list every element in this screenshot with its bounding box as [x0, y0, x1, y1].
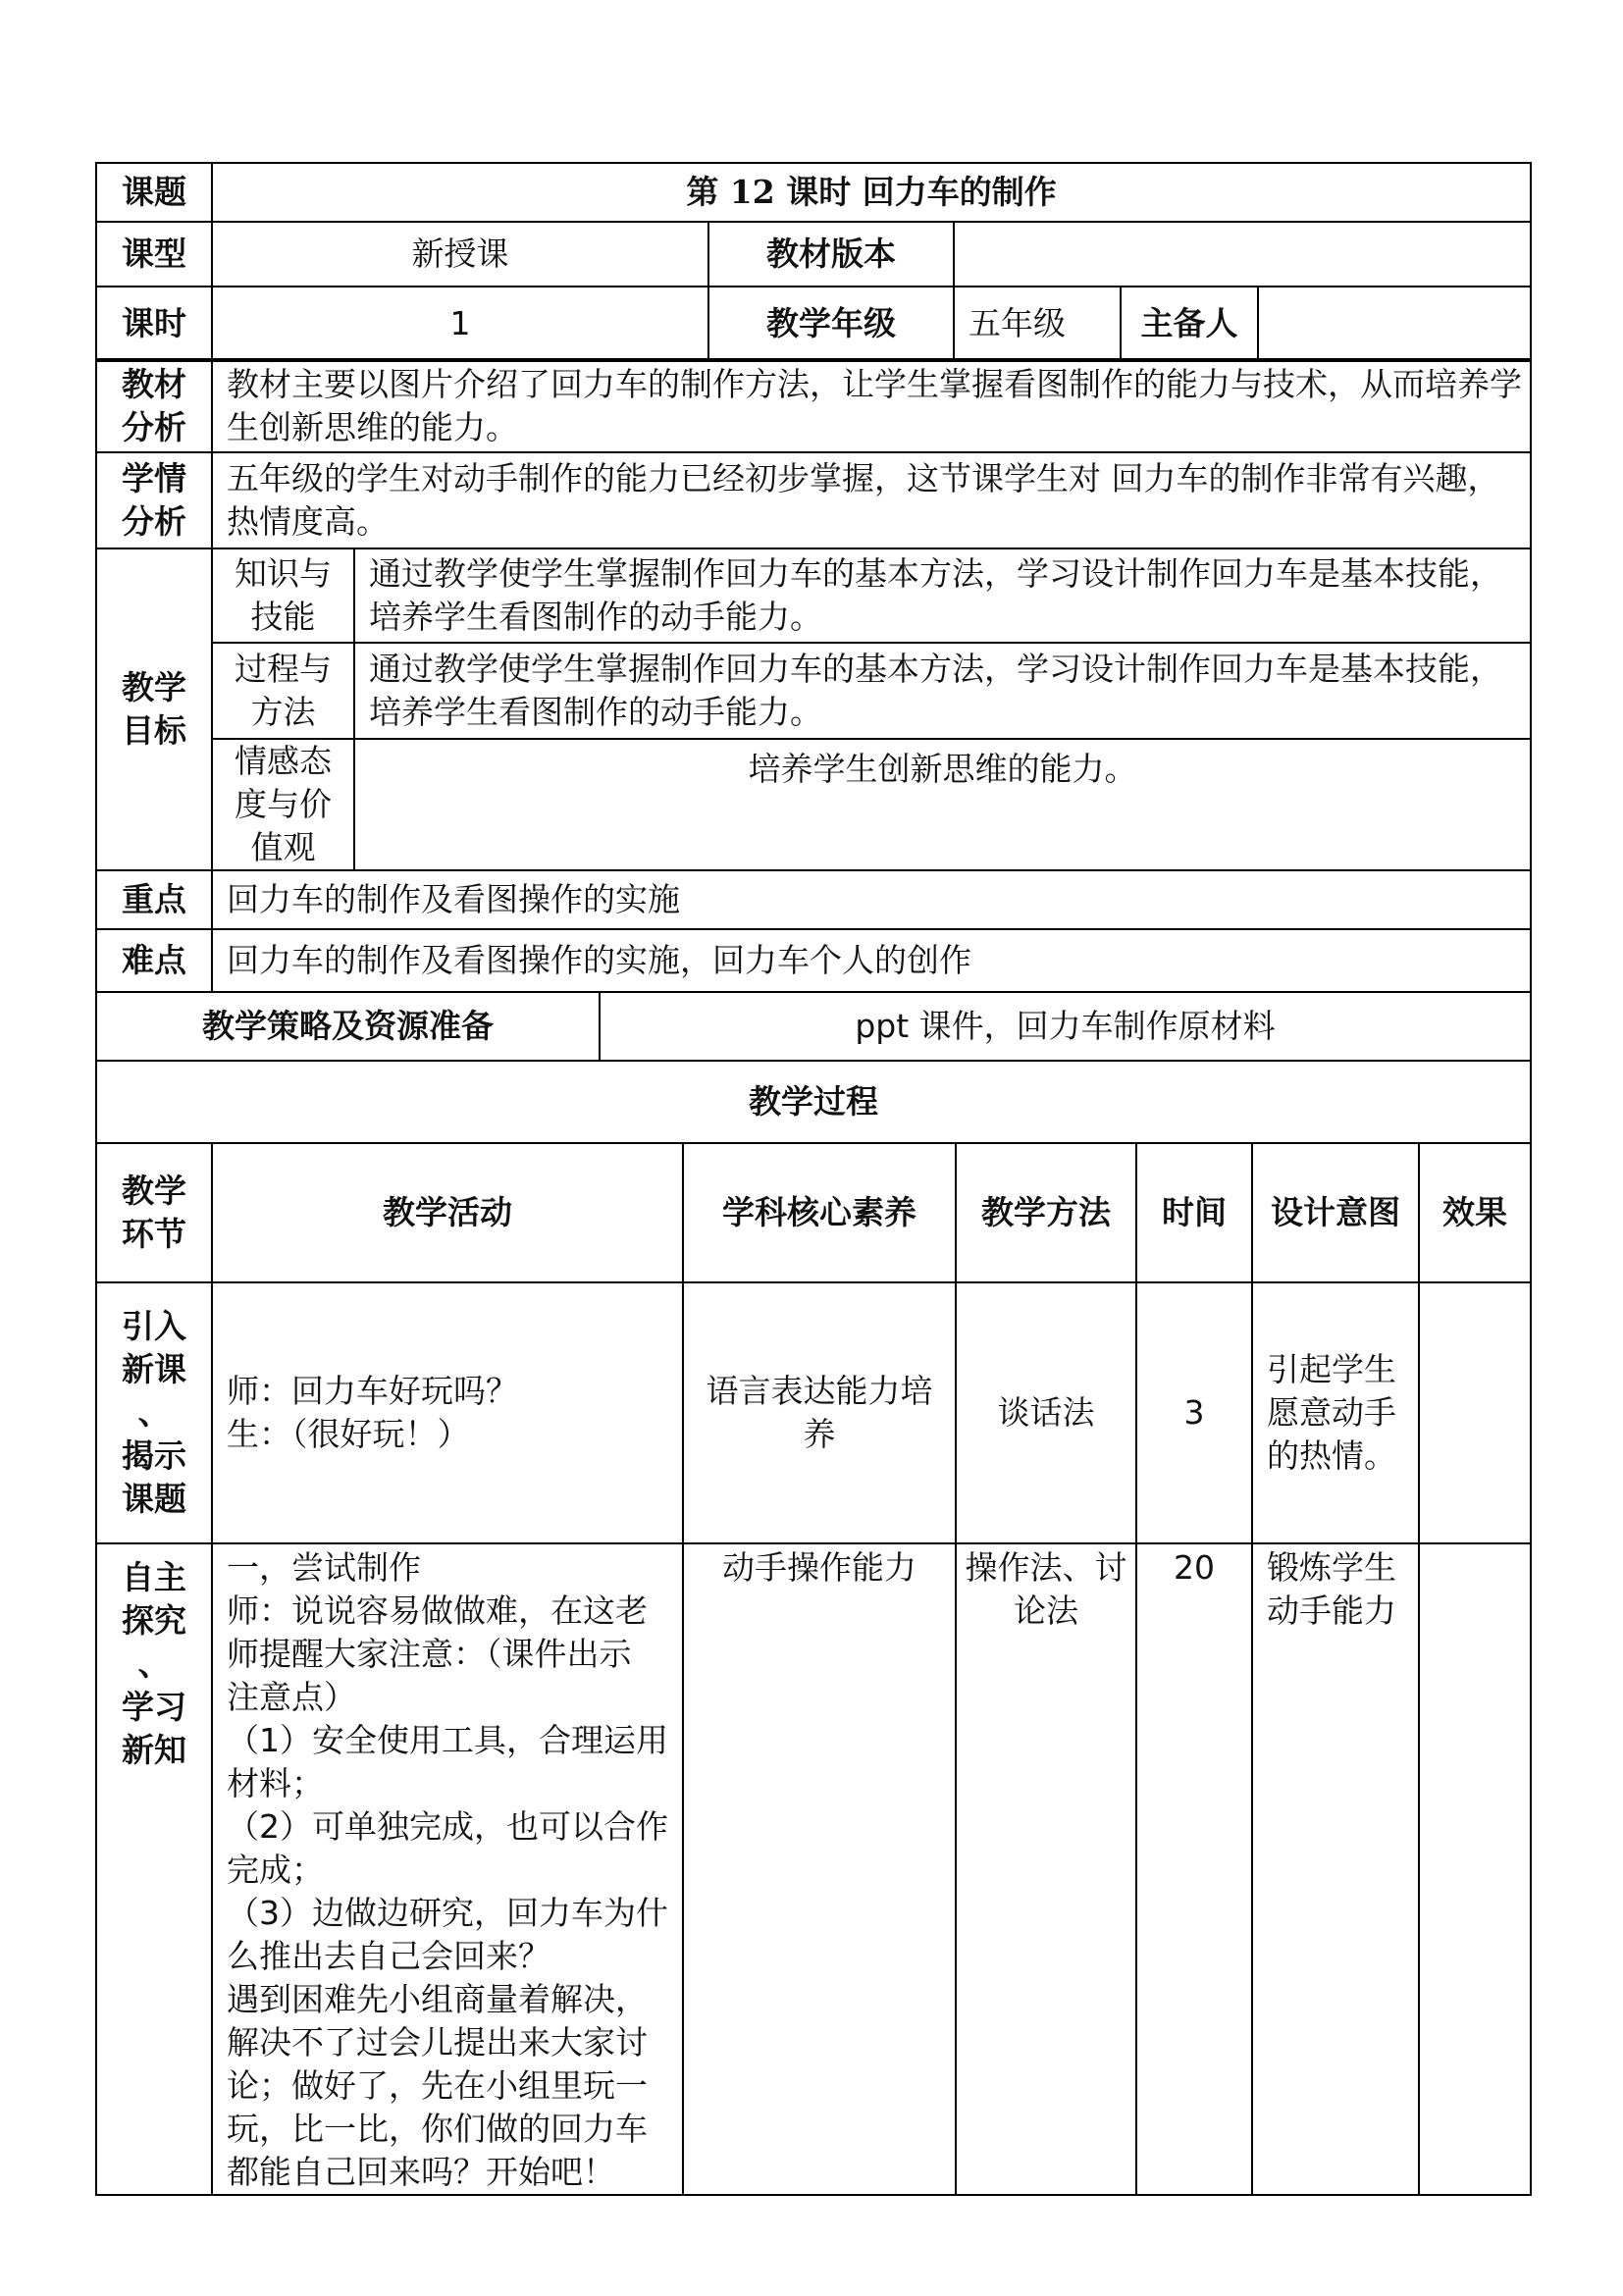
emotion-value-label: 情感态 度与价 值观 — [212, 739, 354, 870]
row2-stage: 自主 探究 、 学习 新知 — [96, 1543, 212, 2195]
header-time: 时间 — [1136, 1143, 1252, 1282]
key-point-text: 回力车的制作及看图操作的实施 — [212, 870, 1531, 929]
hours-value: 1 — [212, 287, 708, 361]
header-activity: 教学活动 — [212, 1143, 683, 1282]
lesson-info-table — [95, 162, 1532, 362]
row1-method: 谈话法 — [956, 1282, 1136, 1543]
hours-label: 课时 — [96, 287, 212, 361]
row1-stage: 引入 新课 、 揭示 课题 — [96, 1282, 212, 1543]
teaching-goals-label: 教学 目标 — [96, 548, 212, 870]
process-method-text: 通过教学使学生掌握制作回力车的基本方法，学习设计制作回力车是基本技能，培养学生看图制作的动手能力。 — [354, 643, 1531, 739]
header-method: 教学方法 — [956, 1143, 1136, 1282]
difficult-point-text: 回力车的制作及看图操作的实施，回力车个人的创作 — [212, 929, 1531, 992]
grade-label: 教学年级 — [708, 287, 954, 361]
difficult-point-label: 难点 — [96, 929, 212, 992]
strategy-text: ppt 课件，回力车制作原材料 — [600, 992, 1531, 1061]
emotion-value-text: 培养学生创新思维的能力。 — [354, 739, 1531, 870]
student-analysis-text: 五年级的学生对动手制作的能力已经初步掌握，这节课学生对 回力车的制作非常有兴趣，热情度高。 — [212, 452, 1531, 548]
key-point-label: 重点 — [96, 870, 212, 929]
row2-activity: 一，尝试制作 师：说说容易做做难，在这老 师提醒大家注意：（课件出示 注意点） （1）安全使用工具，合理运用 材料； （2）可单独完成，也可以合作 完成； （3）边做边研究，回力车为什 么推出去自己会回来？ 遇到困难先小组商量着解决， 解决不了过会儿提出来大家讨 论；做好了，先在小组里玩一 玩，比一比，你们做的回力车 都能自己回来吗？开始吧！ — [212, 1543, 683, 2195]
edition-label: 教材版本 — [708, 222, 954, 287]
knowledge-skill-label: 知识与 技能 — [212, 548, 354, 643]
topic-label: 课题 — [96, 163, 212, 222]
strategy-table — [95, 991, 1532, 1144]
row1-activity: 师：回力车好玩吗？ 生：（很好玩！） — [212, 1282, 683, 1543]
header-intent: 设计意图 — [1252, 1143, 1419, 1282]
topic-value: 第 12 课时 回力车的制作 — [212, 163, 1531, 222]
row2-time: 20 — [1136, 1543, 1252, 2195]
grade-value: 五年级 — [954, 287, 1121, 361]
row2-method: 操作法、讨 论法 — [956, 1543, 1136, 2195]
textbook-analysis-text: 教材主要以图片介绍了回力车的制作方法，让学生掌握看图制作的能力与技术，从而培养学生创新思维的能力。 — [212, 359, 1531, 452]
type-label: 课型 — [96, 222, 212, 287]
row2-literacy: 动手操作能力 — [683, 1543, 956, 2195]
preparer-value — [1258, 287, 1531, 361]
row1-time: 3 — [1136, 1282, 1252, 1543]
row1-literacy: 语言表达能力培 养 — [683, 1282, 956, 1543]
process-method-label: 过程与 方法 — [212, 643, 354, 739]
header-literacy: 学科核心素养 — [683, 1143, 956, 1282]
row1-intent: 引起学生 愿意动手 的热情。 — [1252, 1282, 1419, 1543]
strategy-label: 教学策略及资源准备 — [96, 992, 600, 1061]
header-effect: 效果 — [1419, 1143, 1531, 1282]
type-value: 新授课 — [212, 222, 708, 287]
header-stage: 教学 环节 — [96, 1143, 212, 1282]
knowledge-skill-text: 通过教学使学生掌握制作回力车的基本方法，学习设计制作回力车是基本技能，培养学生看图制作的动手能力。 — [354, 548, 1531, 643]
row2-effect — [1419, 1543, 1531, 2195]
analysis-table — [95, 358, 1532, 993]
process-table — [95, 1142, 1532, 2196]
preparer-label: 主备人 — [1121, 287, 1258, 361]
textbook-analysis-label: 教材 分析 — [96, 359, 212, 452]
row2-intent: 锻炼学生 动手能力 — [1252, 1543, 1419, 2195]
row1-effect — [1419, 1282, 1531, 1543]
student-analysis-label: 学情 分析 — [96, 452, 212, 548]
process-title: 教学过程 — [96, 1061, 1531, 1143]
edition-value — [954, 222, 1531, 287]
